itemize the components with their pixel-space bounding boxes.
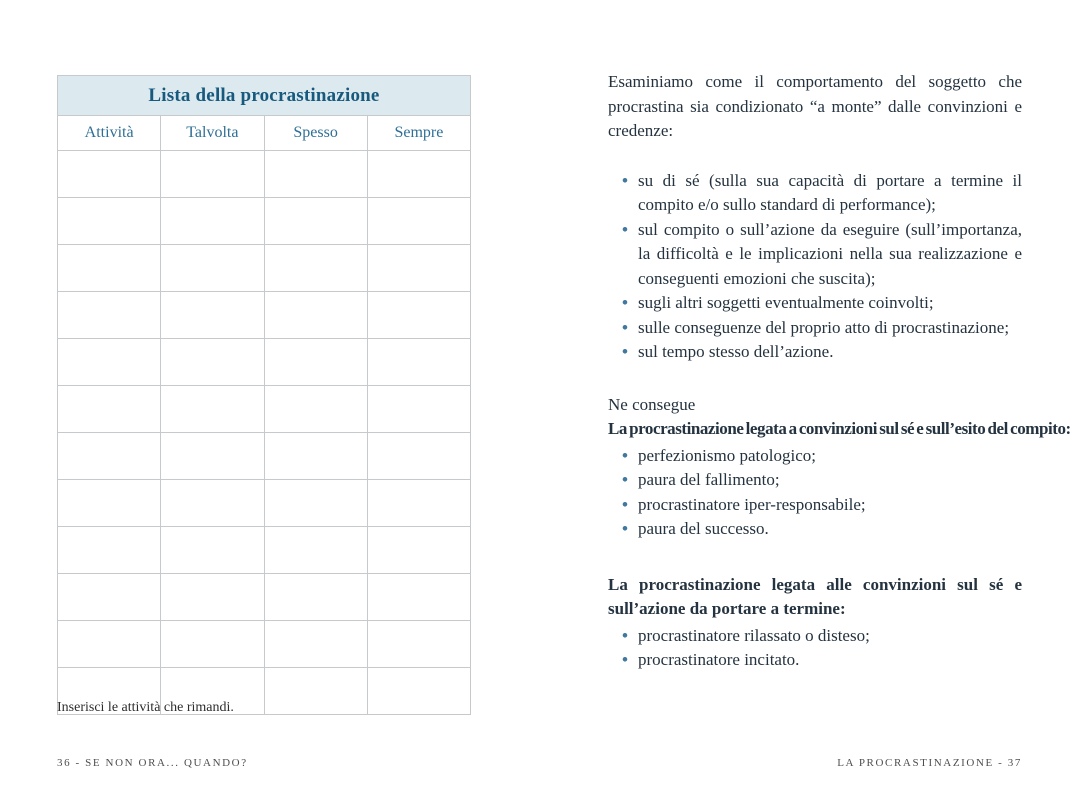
list-item — [608, 648, 1022, 673]
table-row — [58, 245, 471, 292]
empty-cell — [58, 151, 161, 198]
body-text — [608, 70, 1071, 673]
col-header-spesso: Spesso — [264, 116, 367, 151]
empty-cell — [367, 198, 470, 245]
list-item — [608, 468, 1022, 493]
table-caption: Inserisci le attività che rimandi. — [57, 700, 234, 715]
list-item-text: su di sé (sulla sua capacità di portare a termine il compito e/o sullo standard di performance); — [638, 170, 1022, 214]
empty-cell — [161, 527, 264, 574]
empty-cell — [161, 198, 264, 245]
list-item-text: paura del fallimento; — [638, 470, 780, 489]
list-item-text: sul tempo stesso dell’azione. — [638, 342, 834, 361]
table-row — [58, 339, 471, 386]
empty-cell — [367, 386, 470, 433]
empty-cell — [367, 433, 470, 480]
ne-consegue-label: Ne consegue — [608, 394, 696, 414]
empty-cell — [367, 292, 470, 339]
list-item-text: sugli altri soggetti eventualmente coinvolti; — [638, 293, 934, 312]
section-heading-1: La procrastinazione legata a convinzioni sul sé e sull’esito del compito: — [608, 419, 1071, 438]
bullet-icon: • — [622, 625, 628, 645]
empty-cell — [367, 151, 470, 198]
bullet-icon: • — [622, 170, 628, 190]
empty-cell — [264, 198, 367, 245]
table-row — [58, 151, 471, 198]
empty-cell — [161, 339, 264, 386]
right-page-footer: LA PROCRASTINAZIONE - 37 — [837, 757, 1022, 769]
list-item — [608, 169, 1022, 218]
empty-cell — [264, 245, 367, 292]
empty-cell — [264, 151, 367, 198]
list-item — [608, 517, 1022, 542]
empty-cell — [264, 386, 367, 433]
list-item — [608, 291, 1022, 316]
empty-cell — [367, 339, 470, 386]
table-row — [58, 198, 471, 245]
bullet-icon: • — [622, 519, 628, 538]
table-header-row — [58, 116, 471, 151]
empty-cell — [161, 574, 264, 621]
empty-cell — [367, 621, 470, 668]
table-row — [58, 386, 471, 433]
list-item-text: procrastinatore incitato. — [638, 650, 800, 669]
empty-cell — [161, 151, 264, 198]
col-header-sempre: Sempre — [367, 116, 470, 151]
intro-paragraph: Esaminiamo come il comportamento del soggetto che procrastina sia condizionato “a monte” dalle convinzioni e credenze: — [608, 72, 1022, 140]
list-item-text: sul compito o sull’azione da eseguire (sull’importanza, la difficoltà e le implicazioni nella sua realizzazione e conseguenti emozioni che suscita); — [638, 219, 1022, 288]
empty-cell — [161, 245, 264, 292]
empty-cell — [58, 527, 161, 574]
table-row — [58, 574, 471, 621]
list-item — [608, 444, 1022, 469]
bullet-icon: • — [622, 494, 628, 514]
list-item-text: perfezionismo patologico; — [638, 445, 816, 465]
list-item — [608, 340, 1022, 365]
list-item — [608, 218, 1022, 292]
bullet-icon: • — [622, 219, 628, 239]
empty-cell — [264, 292, 367, 339]
col-header-attivita: Attività — [58, 116, 161, 151]
empty-cell — [58, 245, 161, 292]
bullet-icon: • — [622, 445, 628, 465]
empty-cell — [161, 433, 264, 480]
right-page — [540, 0, 1080, 810]
empty-cell — [58, 621, 161, 668]
left-page-footer: 36 - SE NON ORA... QUANDO? — [57, 757, 248, 769]
empty-cell — [58, 574, 161, 621]
section-heading-2: La procrastinazione legata alle convinzioni sul sé e sull’azione da portare a termine: — [608, 574, 1022, 618]
col-header-talvolta: Talvolta — [161, 116, 264, 151]
empty-cell — [264, 527, 367, 574]
empty-cell — [367, 574, 470, 621]
list-item-text: paura del successo. — [638, 519, 769, 538]
list-item — [608, 493, 1022, 518]
empty-cell — [161, 621, 264, 668]
beliefs-list — [608, 169, 1022, 365]
bullet-icon: • — [622, 470, 628, 489]
table-title-row — [58, 76, 471, 116]
consequences-list-1 — [608, 444, 1022, 542]
empty-cell — [58, 480, 161, 527]
bullet-icon: • — [622, 342, 628, 361]
section-gap — [608, 542, 1022, 573]
table-body — [58, 151, 471, 715]
bullet-icon: • — [622, 317, 628, 337]
empty-cell — [58, 386, 161, 433]
bullet-icon: • — [622, 650, 628, 669]
empty-cell — [264, 433, 367, 480]
table-row — [58, 621, 471, 668]
empty-cell — [58, 339, 161, 386]
procrastination-table — [57, 75, 471, 715]
empty-cell — [367, 527, 470, 574]
list-item-text: sulle conseguenze del proprio atto di procrastinazione; — [638, 317, 1010, 337]
empty-cell — [367, 245, 470, 292]
bullet-icon: • — [622, 293, 628, 312]
table-row — [58, 527, 471, 574]
table-row — [58, 292, 471, 339]
list-item-text: procrastinatore iper-responsabile; — [638, 494, 866, 514]
empty-cell — [161, 292, 264, 339]
empty-cell — [264, 339, 367, 386]
empty-cell — [264, 574, 367, 621]
empty-cell — [264, 621, 367, 668]
empty-cell — [367, 668, 470, 715]
list-item — [608, 316, 1022, 341]
table-row — [58, 433, 471, 480]
empty-cell — [58, 292, 161, 339]
consequences-list-2 — [608, 624, 1022, 673]
empty-cell — [161, 386, 264, 433]
empty-cell — [264, 668, 367, 715]
empty-cell — [161, 480, 264, 527]
list-item-text: procrastinatore rilassato o disteso; — [638, 625, 870, 645]
empty-cell — [264, 480, 367, 527]
table-title: Lista della procrastinazione — [58, 76, 471, 116]
empty-cell — [58, 198, 161, 245]
empty-cell — [58, 433, 161, 480]
table-row — [58, 480, 471, 527]
empty-cell — [367, 480, 470, 527]
list-item — [608, 624, 1022, 649]
